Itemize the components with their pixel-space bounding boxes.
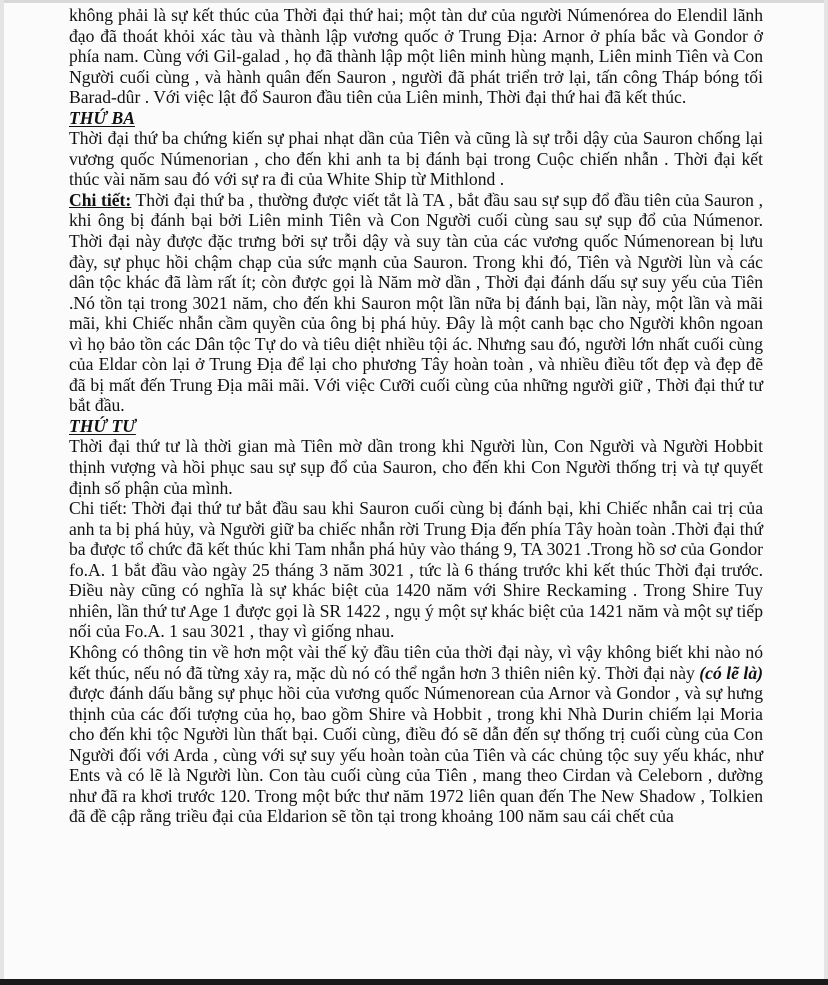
- top-edge: [0, 0, 828, 3]
- emphasis-text: (có lẽ là): [699, 662, 763, 683]
- right-edge: [824, 0, 828, 985]
- fourth-age-detail-paragraph: Chi tiết: Thời đại thứ tư bắt đầu sau khi Sauron cuối cùng bị đánh bại, khi Chiếc nhẫn cai trị của anh ta bị phá hủy, và Người giữ ba chiếc nhẫn rời Trung Địa đến phía Tây hoàn toàn .Thời đại thứ ba được tổ chức đã kết thúc khi Tam nhẫn phá hủy vào tháng 9, TA 3021 .Trong hồ sơ của Gondor fo.A. 1 bắt đầu vào ngày 25 tháng 3 năm 3021 , tức là 6 tháng trước khi kết thúc Thời đại trước. Điều này cũng có nghĩa là sự khác biệt của 1420 năm với Shire Reckaming . Trong Shire Tuy nhiên, lần thứ tư Age 1 được gọi là SR 1422 , ngụ ý một sự khác biệt của 1421 năm và một sự tiếp nối của Fo.A. 1 sau 3021 , thay vì giống nhau.: [69, 498, 763, 642]
- bottom-edge: [0, 979, 828, 985]
- closing-text-end: được đánh dấu bằng sự phục hồi của vương quốc Númenorean của Arnor và Gondor , và sự hưng thịnh của các đối tượng của họ, bao gồm Shire và Hobbit , trong khi Nhà Durin chiếm lại Moria cho đến khi tộc Người lùn thất bại. Cuối cùng, điều đó sẽ dẫn đến sự thống trị cuối cùng của Con Người đối với Arda , cùng với sự suy yếu hoàn toàn của Tiên và các chủng tộc suy yếu khác, như Ents và có lẽ là Người lùn. Con tàu cuối cùng của Tiên , mang theo Cirdan và Celeborn , dường như đã ra khơi trước 120. Trong một bức thư năm 1972 liên quan đến The New Shadow , Tolkien đã đề cập rằng triều đại của Eldarion sẽ tồn tại trong khoảng 100 năm sau cái chết của: [69, 683, 763, 827]
- fourth-age-heading: THỨ TƯ: [69, 415, 136, 436]
- left-edge: [0, 0, 4, 985]
- third-age-detail-text: Thời đại thứ ba , thường được viết tắt là TA , bắt đầu sau sự sụp đổ đầu tiên của Sauron , khi ông bị đánh bại bởi Liên minh Tiên và Con Người cuối cùng sau sự sụp đổ của Númenor. Thời đại này được đặc trưng bởi sự trỗi dậy và suy tàn của các vương quốc Númenorean bị lưu đày, sự phục hồi chậm chạp của sức mạnh của Sauron. Trong khi đó, Tiên và Người lùn và các dân tộc khác đã làm rất ít; còn được gọi là Năm mờ dần , Thời đại đánh dấu sự suy yếu của Tiên .Nó tồn tại trong 3021 năm, cho đến khi Sauron một lần nữa bị đánh bại, lần này, một lần và mãi mãi, khi Chiếc nhẫn cầm quyền của ông bị phá hủy. Đây là một canh bạc cho Người khôn ngoan vì họ bảo tồn các Dân tộc Tự do và tiêu diệt nhiều tội ác. Nhưng sau đó, người lớn nhất cuối cùng của Eldar còn lại ở Trung Địa để lại cho phương Tây hoàn toàn , và nhiều điều tốt đẹp và đẹp đẽ đã bị mất đến Trung Địa mãi mãi. Với việc Cưỡi cuối cùng của những người giữ , Thời đại thứ tư bắt đầu.: [69, 189, 763, 416]
- third-age-detail-paragraph: [69, 190, 763, 416]
- closing-text-start: Không có thông tin về hơn một vài thế kỷ đầu tiên của thời đại này, vì vậy không biết khi nào nó kết thúc, nếu nó đã từng xảy ra, mặc dù nó có thể ngắn hơn 3 thiên niên kỷ. Thời đại này: [69, 641, 763, 683]
- fourth-age-summary-paragraph: Thời đại thứ tư là thời gian mà Tiên mờ dần trong khi Người lùn, Con Người và Người Hobbit thịnh vượng và hồi phục sau sự sụp đổ của Sauron, cho đến khi Con Người thống trị và tự quyết định số phận của mình.: [69, 436, 763, 498]
- fourth-age-closing-paragraph: [69, 642, 763, 827]
- intro-paragraph: không phải là sự kết thúc của Thời đại thứ hai; một tàn dư của người Númenórea do Elendil lãnh đạo đã thoát khỏi xác tàu và thành lập vương quốc ở Trung Địa: Arnor ở phía bắc và Gondor ở phía nam. Cùng với Gil-galad , họ đã thành lập một liên minh hùng mạnh, Liên minh Tiên và Con Người cuối cùng , và hành quân đến Sauron , người đã phát triển trở lại, tấn công Tháp bóng tối Barad-dûr . Với việc lật đổ Sauron đầu tiên của Liên minh, Thời đại thứ hai đã kết thúc.: [69, 5, 763, 108]
- detail-label: Chi tiết:: [69, 189, 132, 210]
- document-body: [69, 5, 763, 827]
- third-age-heading: THỨ BA: [69, 107, 135, 128]
- third-age-summary-paragraph: Thời đại thứ ba chứng kiến sự phai nhạt dần của Tiên và cũng là sự trỗi dậy của Sauron chống lại vương quốc Númenorian , cho đến khi anh ta bị đánh bại trong Cuộc chiến nhẫn . Thời đại kết thúc vài năm sau đó với sự ra đi của White Ship từ Mithlond .: [69, 128, 763, 190]
